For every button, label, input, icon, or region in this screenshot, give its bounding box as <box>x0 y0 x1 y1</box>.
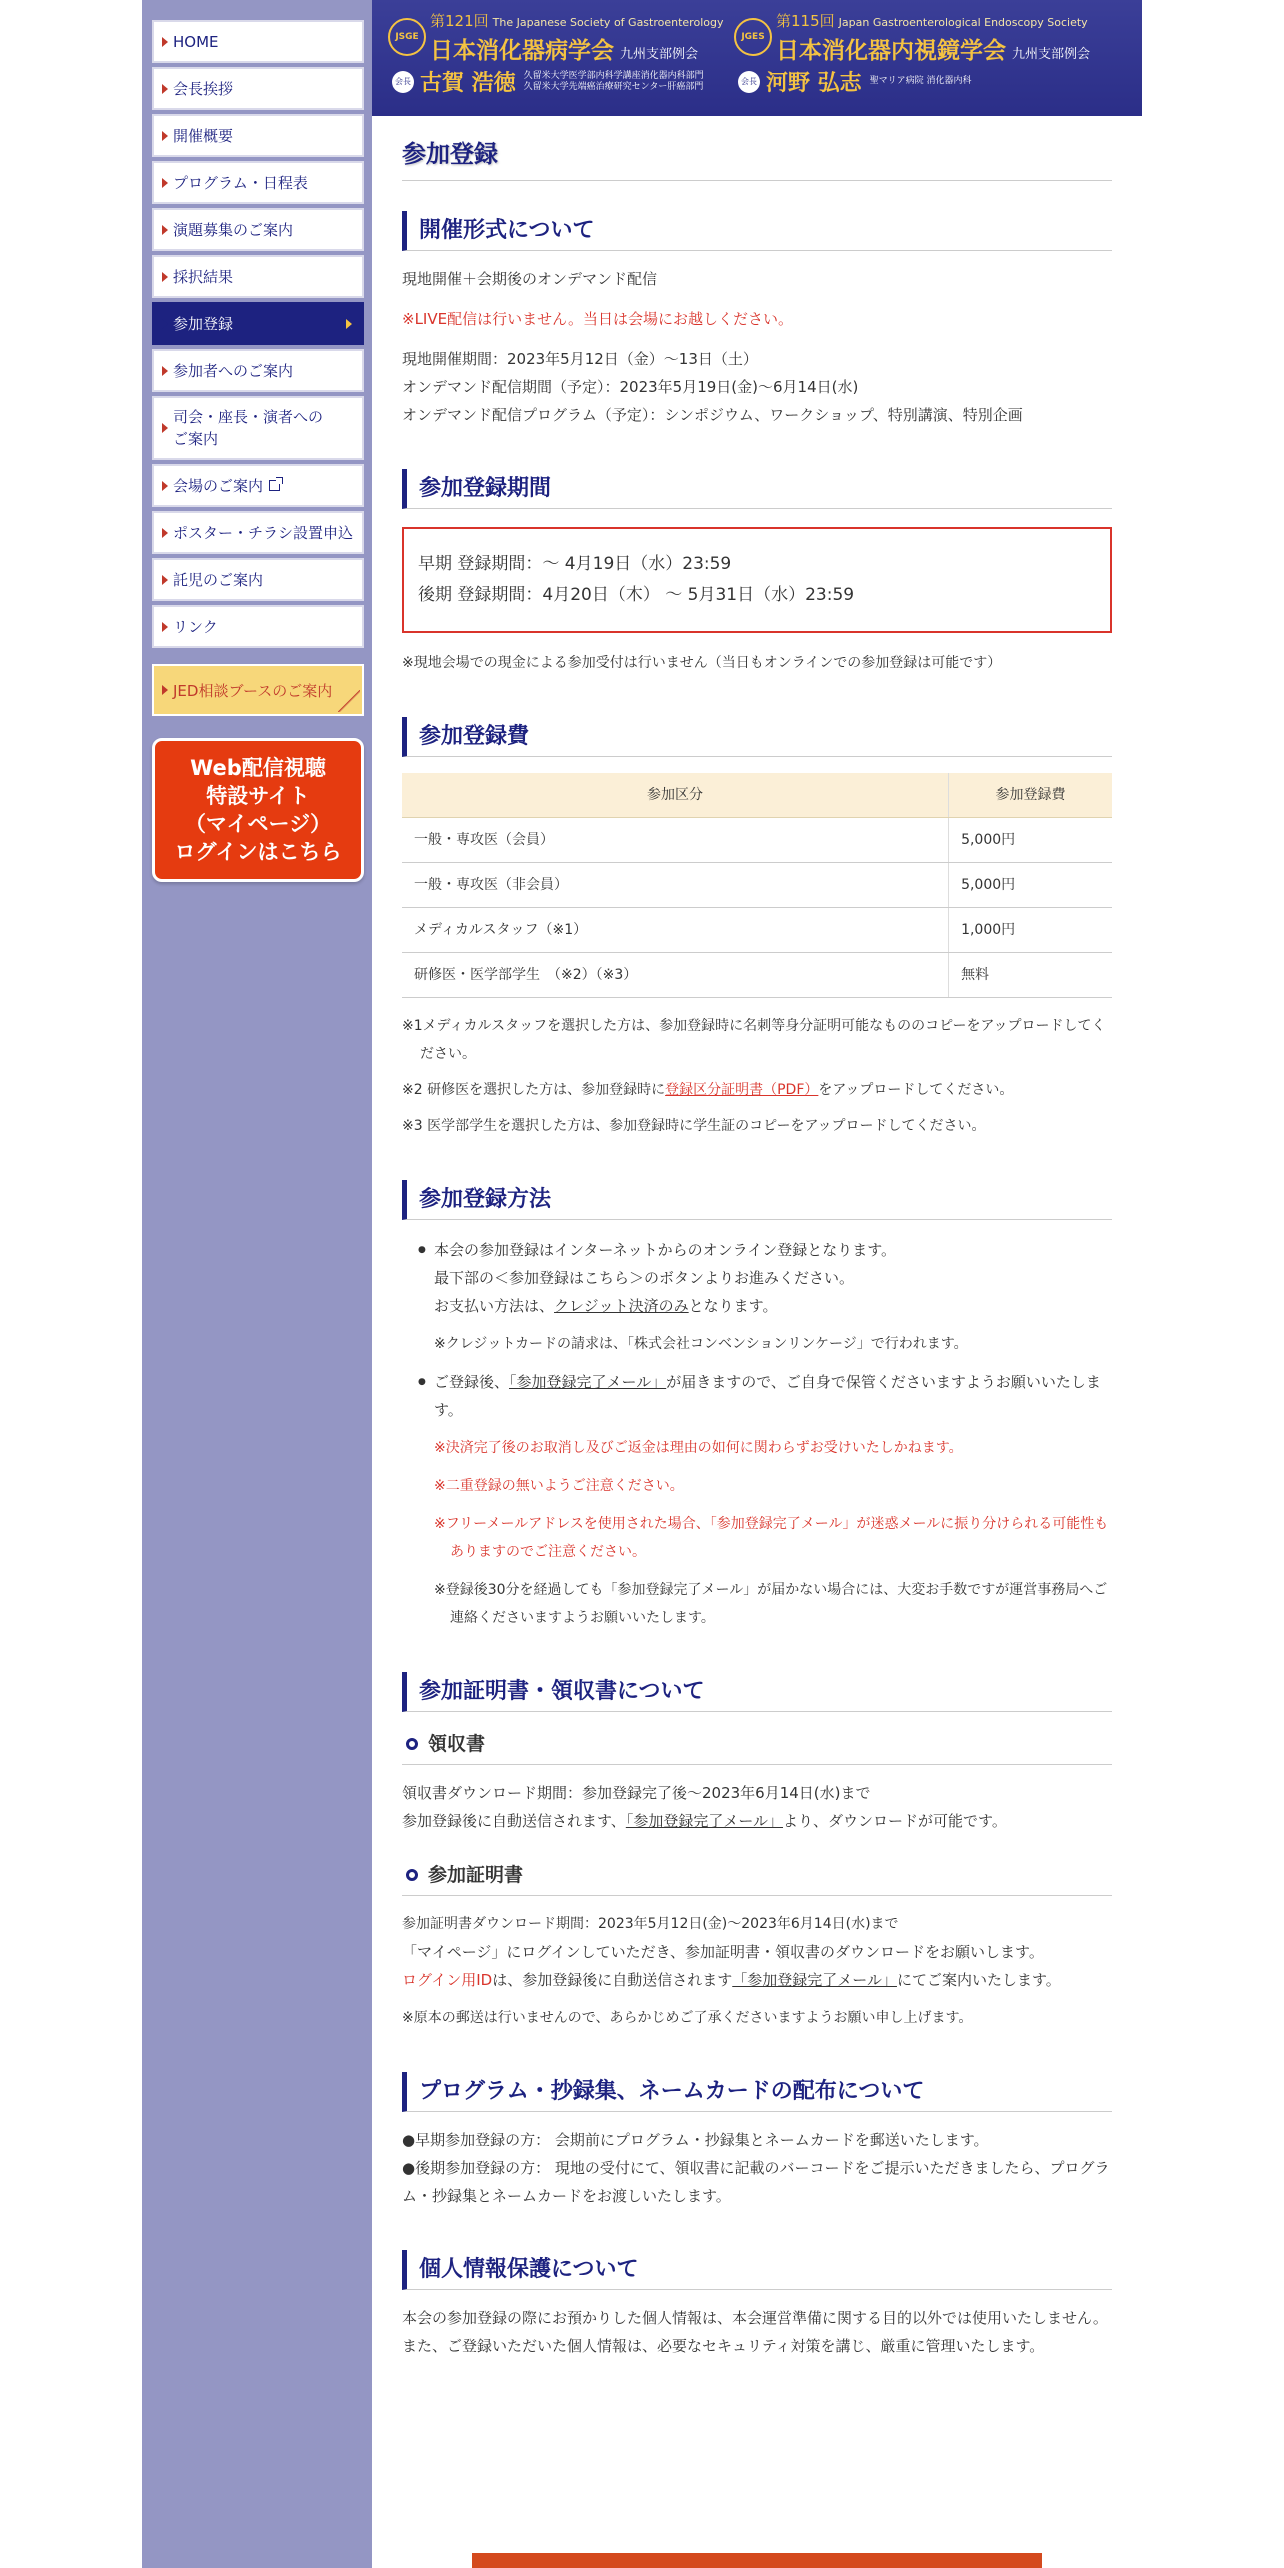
sidebar <box>142 0 372 2568</box>
list-item: ● ご登録後、「参加登録完了メール」が届きますので、ご自身で保管くださいますようお願いいたします。 ※決済完了後のお取消し及びご返金は理由の如何に関わらずお受けいたしかねます。 ※二重登録の無いようご注意ください。 ※フリーメールアドレスを使用された場合、「参加登録完了メール」が迷惑メールに振り分けられる可能性もありますのでご注意ください。 ※登録後30分を経過しても「参加登録完了メール」が届かない場合には、大変お手数ですが運営事務局へご連絡くださいますようお願いいたします。 <box>418 1368 1112 1632</box>
sidebar-item-speakers[interactable]: 司会・座長・演者への ご案内 <box>152 396 364 460</box>
section-title: 個人情報保護について <box>402 2250 1112 2290</box>
sidebar-item-childcare[interactable]: 託児のご案内 <box>152 558 364 601</box>
jges-logo-icon: JGES <box>734 18 772 56</box>
table-header: 参加登録費 <box>949 773 1112 817</box>
jed-booth-button[interactable]: JED相談ブースのご案内 <box>152 664 364 716</box>
page-title: 参加登録 <box>402 140 1112 181</box>
active-indicator-icon <box>346 319 352 329</box>
jsge-logo-icon: JSGE <box>388 18 426 56</box>
header-banner: JSGE 第121回 The Japanese Society of Gastroenterology 日本消化器病学会 九州支部例会 会長 古賀 浩徳 久留米大学医学部内科学講座消化器内科部門 久留米大学先端癌治療研究センター肝癌部門 JGES 第115回 Japan Gastroenterological Endoscopy Society 日本消化器内視鏡学会 九州支部例会 会長 河野 弘志 聖マリア病院 消化器内科 <box>372 0 1142 116</box>
sidebar-item-results[interactable]: 採択結果 <box>152 255 364 298</box>
arrow-icon <box>162 366 168 376</box>
arrow-icon <box>162 37 168 47</box>
sidebar-item-overview[interactable]: 開催概要 <box>152 114 364 157</box>
subsection-title: 領収書 <box>402 1730 1112 1765</box>
arrow-icon <box>162 685 168 695</box>
list-item: ● 本会の参加登録はインターネットからのオンライン登録となります。 最下部の＜参加登録はこちら＞のボタンよりお進みください。 お支払い方法は、クレジット決済のみとなります。 ※クレジットカードの請求は、「株式会社コンベンションリンケージ」で行われます。 <box>418 1236 1112 1358</box>
section-title: 参加登録期間 <box>402 469 1112 509</box>
content: 参加登録 開催形式について 現地開催＋会期後のオンデマンド配信 ※LIVE配信は行いません。当日は会場にお越しください。 現地開催期間：2023年5月12日（金）～13日（土） オンデマンド配信期間（予定）：2023年5月19日(金)～6月14日(水) オンデマンド配信プログラム（予定）：シンポジウム、ワークショップ、特別講演、特別企画 参加登録期間 早期 登録期間：～ 4月19日（水）23:59 後期 登録期間：4月20日（木） ～ 5月31日（水）23:59 ※現地会場での現金による参加受付は行いません（当日もオンラインでの参加登録は可能です） 参加登録費 参加区分 参加登録費 一般・専攻医（会員） 5,000円 一般・専攻医（非会員） 5,000円 メディカルスタッフ（※1） 1,000円 研修医・医学部学生 （※2）（※3） 無料 ※1メディカルスタッフを選択した方は、参加登録時に名刺等身分証明可能なもののコピーをアップロードしてください。 ※2 研修医を選択した方は、参加登録時に登録区分証明書（PDF）をアップロードしてください。 ※3 医学部学生を選択した方は、参加登録時に学生証のコピーをアップロードしてください。 参加登録方法 ● 本会の参加登録はインターネットからのオンライン登録となります。 最下部の＜参加登録はこちら＞のボタンよりお進みください。 お支払い方法は、クレジット決済のみとなります。 ※クレジットカードの請求は、「株式会社コンベンションリンケージ」で行われます。 ● ご登録後、「参加登録完了メール」が届きますので、ご自身で保管くださいますようお願いいたします。 ※決済完了後のお取消し及びご返金は理由の如何に関わらずお受けいたしかねます。 ※二重登録の無いようご注意ください。 ※フリーメールアドレスを使用された場合、「参加登録完了メール」が迷惑メールに振り分けられる可能性もありますのでご注意ください。 ※登録後30分を経過しても「参加登録完了メール」が届かない場合には、大変お手数ですが運営事務局へご連絡くださいますようお願いいたします。 参加証明書・領収書について 領収書 領収書ダウンロード期間：参加登録完了後～2023年6月14日(水)まで 参加登録後に自動送信されます、「参加登録完了メール」より、ダウンロードが可能です。 参加証明書 参加証明書ダウンロード期間：2023年5月12日(金)～2023年6月14日(水)まで 「マイページ」にログインしていただき、参加証明書・領収書のダウンロードをお願いします。 ログイン用IDは、参加登録後に自動送信されます「参加登録完了メール」にてご案内いたします。 ※原本の郵送は行いませんので、あらかじめご了承くださいますようお願い申し上げます。 プログラム・抄録集、ネームカードの配布について ●早期参加登録の方： 会期前にプログラム・抄録集とネームカードを郵送いたします。 ●後期参加登録の方： 現地の受付にて、領収書に記載のバーコードをご提示いただきましたら、プログラム・抄録集とネームカードをお渡しいたします。 個人情報保護について 本会の参加登録の際にお預かりした個人情報は、本会運営準備に関する目的以外では使用いたしません。また、ご登録いただいた個人情報は、必要なセキュリティ対策を講じ、厳重に管理いたします。 <box>402 140 1112 2360</box>
section-title: 参加証明書・領収書について <box>402 1672 1112 1712</box>
external-link-icon <box>269 480 280 491</box>
sidebar-item-participants[interactable]: 参加者へのご案内 <box>152 349 364 392</box>
ring-bullet-icon <box>406 1738 418 1750</box>
section-title: プログラム・抄録集、ネームカードの配布について <box>402 2072 1112 2112</box>
fee-table <box>402 773 1112 998</box>
sidebar-item-registration[interactable]: 参加登録 <box>152 302 364 345</box>
table-row: メディカルスタッフ（※1） 1,000円 <box>402 907 1112 952</box>
arrow-icon <box>162 319 168 329</box>
subsection-title: 参加証明書 <box>402 1861 1112 1896</box>
table-header: 参加区分 <box>402 773 949 817</box>
arrow-icon <box>162 622 168 632</box>
section-title: 参加登録費 <box>402 717 1112 757</box>
certificate-pdf-link[interactable]: 登録区分証明書（PDF） <box>665 1081 819 1098</box>
table-row: 研修医・医学部学生 （※2）（※3） 無料 <box>402 952 1112 997</box>
ring-bullet-icon <box>406 1869 418 1881</box>
web-mypage-login-button[interactable]: Web配信視聴 特設サイト （マイページ） ログインはこちら <box>152 738 364 882</box>
arrow-icon <box>162 178 168 188</box>
registration-button[interactable] <box>472 2553 1042 2568</box>
main-content <box>372 0 1142 2568</box>
table-row: 一般・専攻医（非会員） 5,000円 <box>402 862 1112 907</box>
sidebar-item-program[interactable]: プログラム・日程表 <box>152 161 364 204</box>
sidebar-nav <box>152 20 364 652</box>
arrow-icon <box>162 225 168 235</box>
sidebar-item-greeting[interactable]: 会長挨拶 <box>152 67 364 110</box>
sidebar-item-poster[interactable]: ポスター・チラシ設置申込 <box>152 511 364 554</box>
sidebar-item-call-for-abstracts[interactable]: 演題募集のご案内 <box>152 208 364 251</box>
arrow-icon <box>162 575 168 585</box>
sidebar-item-home[interactable]: HOME <box>152 20 364 63</box>
sidebar-item-links[interactable]: リンク <box>152 605 364 648</box>
section-title: 開催形式について <box>402 211 1112 251</box>
corner-decoration-icon <box>338 690 360 712</box>
section-title: 参加登録方法 <box>402 1180 1112 1220</box>
arrow-icon <box>162 423 168 433</box>
arrow-icon <box>162 481 168 491</box>
sidebar-item-venue[interactable]: 会場のご案内 <box>152 464 364 507</box>
table-row: 一般・専攻医（会員） 5,000円 <box>402 817 1112 862</box>
arrow-icon <box>162 272 168 282</box>
arrow-icon <box>162 84 168 94</box>
arrow-icon <box>162 131 168 141</box>
arrow-icon <box>162 528 168 538</box>
registration-period-box: 早期 登録期間：～ 4月19日（水）23:59 後期 登録期間：4月20日（木） ～ 5月31日（水）23:59 <box>402 527 1112 633</box>
